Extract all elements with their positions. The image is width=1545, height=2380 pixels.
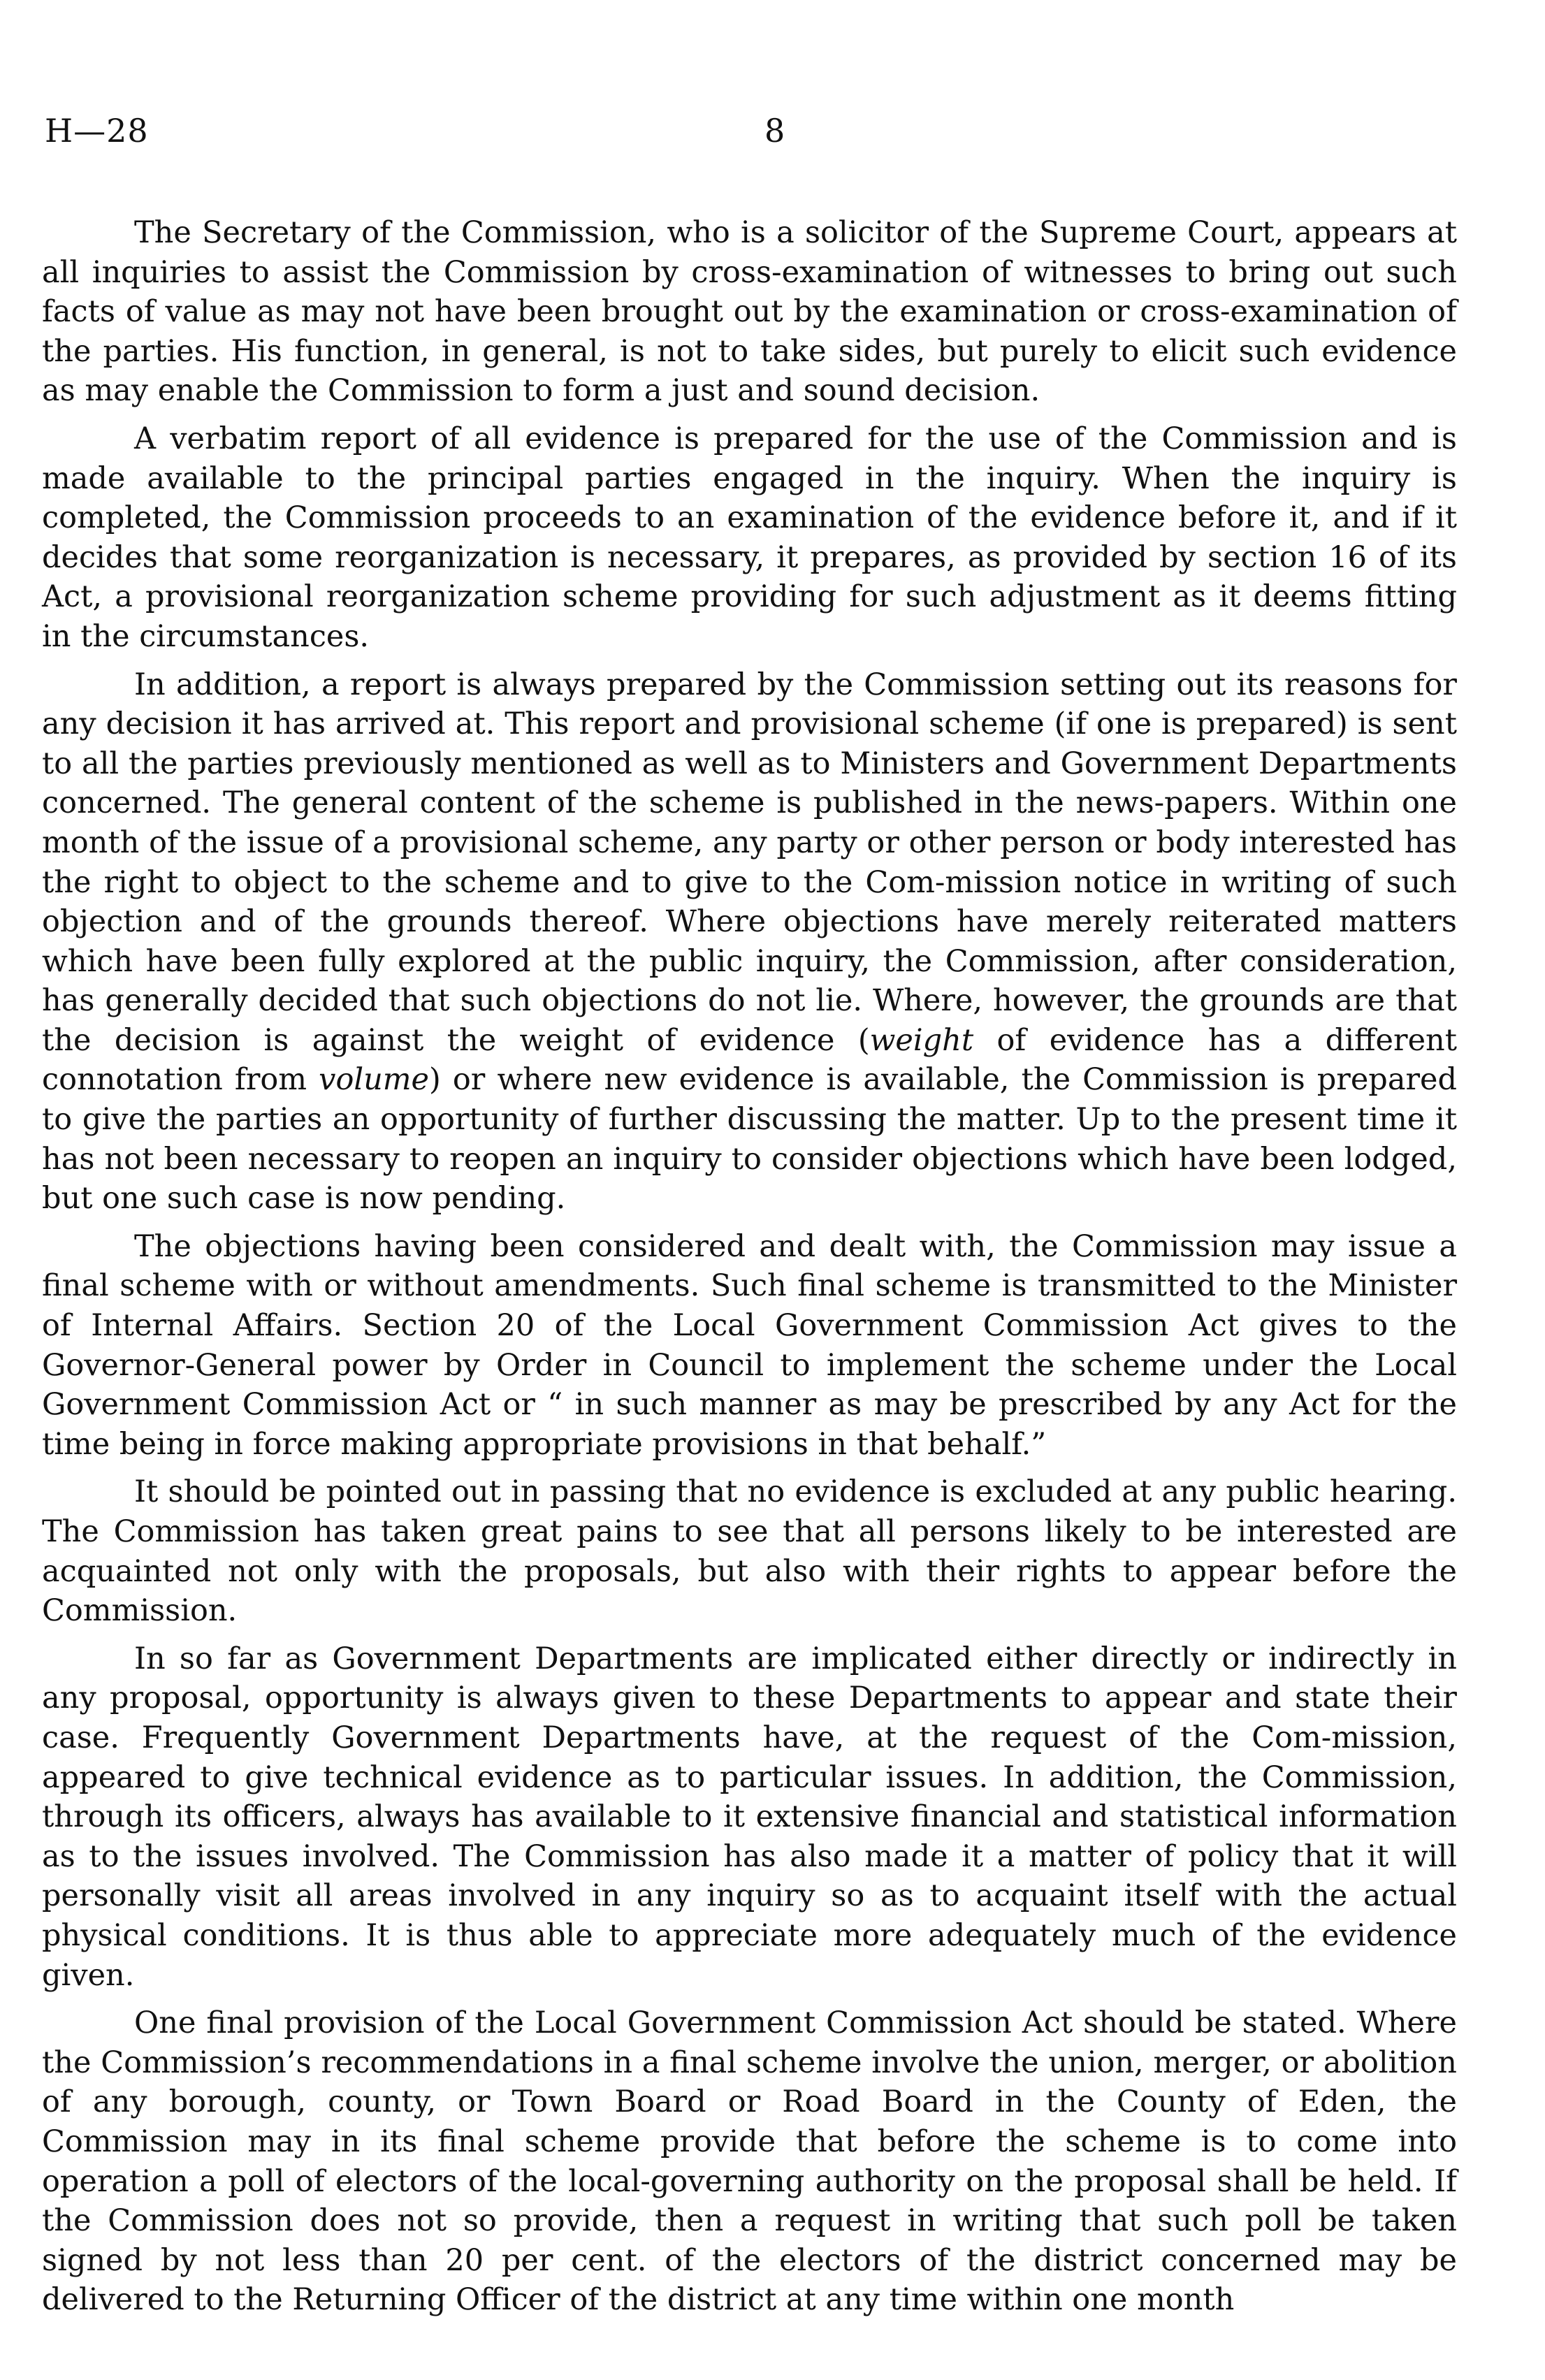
paragraph-objections-text-middle: of evidence has a different connotation from xyxy=(42,1022,1457,1098)
paragraph-public-hearing: It should be pointed out in passing that no evidence is excluded at any public hearing. The Commission has taken great pains to see that all persons likely to be interested are acquainted not only with the proposals, but also with their rights to appear before the Commission. xyxy=(42,1474,1457,1629)
paragraph-verbatim-report: A verbatim report of all evidence is prepared for the use of the Commission and is made available to the principal parties engaged in the inquiry. When the inquiry is completed, the Commission proceeds to an examination of the evidence before it, and if it decides that some reorganization is necessary, it prepares, as provided by section 16 of its Act, a provisional reorganization scheme providing for such adjustment as it deems fitting in the circumstances. xyxy=(42,421,1457,654)
document-body xyxy=(42,213,1457,2328)
italic-weight: weight xyxy=(869,1022,974,1058)
paragraph-objections xyxy=(42,665,1457,1219)
paragraph-objections-text-before: In addition, a report is always prepared by the Commission setting out its reasons for any decision it has arrived at. This report and provisional scheme (if one is prepared) is sent to all the parties previously mentioned as well as to Ministers and Government Departments concerned. The general content of the scheme is published in the news-papers. Within one month of the issue of a provisional scheme, any party or other person or body interested has the right to object to the scheme and to give to the Com-mission notice in writing of such objection and of the grounds thereof. Where objections have merely reiterated matters which have been fully explored at the public inquiry, the Commission, after consideration, has generally decided that such objections do not lie. Where, however, the grounds are that the decision is against the weight of evidence ( xyxy=(42,667,1457,1058)
page-number: 8 xyxy=(764,112,785,150)
paragraph-final-scheme: The objections having been considered and dealt with, the Commission may issue a final scheme with or without amendments. Such final scheme is transmitted to the Minister of Internal Affairs. Section 20 of the Local Government Commission Act gives to the Governor-General power by Order in Council to implement the scheme under the Local Government Commission Act or “ in such manner as may be prescribed by any Act for the time being in force making appropriate provisions in that behalf.” xyxy=(42,1228,1457,1462)
paragraph-secretary-role: The Secretary of the Commission, who is a solicitor of the Supreme Court, appears at all inquiries to assist the Commission by cross-examination of witnesses to bring out such facts of value as may not have been brought out by the examination or cross-examination of the parties. His function, in general, is not to take sides, but purely to elicit such evidence as may enable the Commission to form a just and sound decision. xyxy=(42,215,1457,409)
paragraph-poll-provision: One final provision of the Local Government Commission Act should be stated. Where the Commission’s recommendations in a final scheme involve the union, merger, or abolition of any borough, county, or Town Board or Road Board in the County of Eden, the Commission may in its final scheme provide that before the scheme is to come into operation a poll of electors of the local-governing authority on the proposal shall be held. If the Commission does not so provide, then a request in writing that such poll be taken signed by not less than 20 per cent. of the electors of the district concerned may be delivered to the Returning Officer of the district at any time within one month xyxy=(42,2005,1457,2318)
page-header xyxy=(45,112,1456,161)
document-code: H—28 xyxy=(45,112,149,150)
italic-volume: volume xyxy=(319,1062,430,1098)
paragraph-government-departments: In so far as Government Departments are implicated either directly or indirectly in any proposal, opportunity is always given to these Departments to appear and state their case. Frequently Government Departments have, at the request of the Com-mission, appeared to give technical evidence as to particular issues. In addition, the Commission, through its officers, always has available to it extensive financial and statistical information as to the issues involved. The Commission has also made it a matter of policy that it will personally visit all areas involved in any inquiry so as to acquaint itself with the actual physical conditions. It is thus able to appreciate more adequately much of the evidence given. xyxy=(42,1641,1457,1993)
paragraph-objections-text-after: ) or where new evidence is available, the Commission is prepared to give the parties an opportunity of further discussing the matter. Up to the present time it has not been necessary to reopen an inquiry to consider objections which have been lodged, but one such case is now pending. xyxy=(42,1062,1457,1217)
